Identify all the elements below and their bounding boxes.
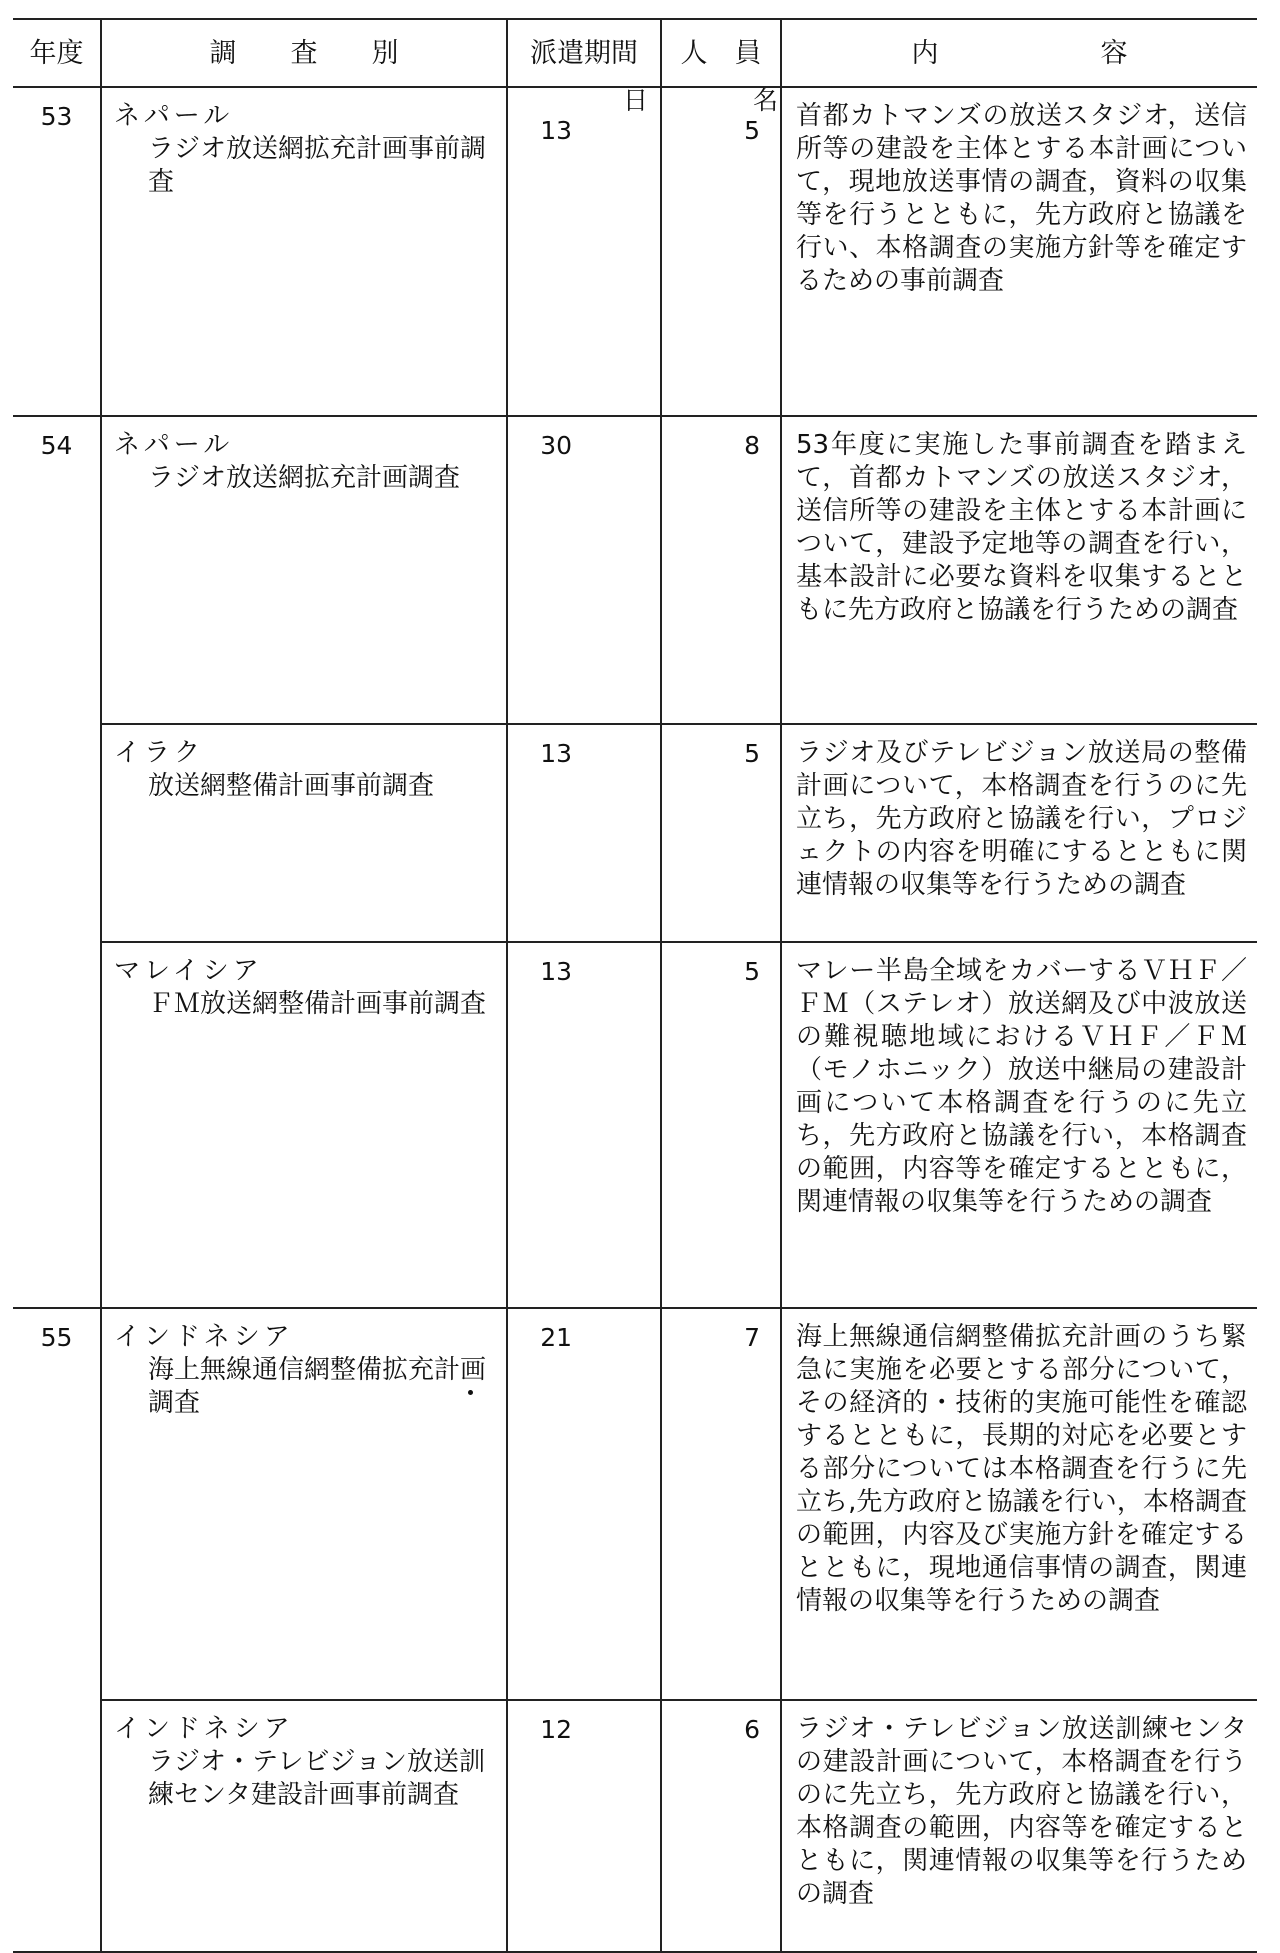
header-survey-name: 調 査 別	[101, 19, 507, 87]
table-row	[13, 416, 1257, 724]
project-name: 放送網整備計画事前調査	[148, 771, 435, 801]
year-cell: 55	[13, 1308, 101, 1700]
staff-cell: 7	[661, 1308, 781, 1700]
dispatch-days-cell	[507, 1308, 661, 1700]
survey-name-cell	[101, 1308, 507, 1700]
days-unit: 日	[622, 86, 648, 115]
content-cell: ラジオ及びテレビジョン放送局の整備計画について，本格調査を行うのに先立ち，先方政府と協議を行い，プロジェクトの内容を明確にするとともに関連情報の収集等を行うための調査	[781, 724, 1257, 942]
staff-cell	[661, 87, 781, 416]
dispatch-days-cell: 13	[507, 724, 661, 942]
survey-name-cell	[101, 942, 507, 1308]
table-row	[13, 1308, 1257, 1700]
staff-cell: 8	[661, 416, 781, 724]
header-row	[13, 19, 1257, 87]
content-cell: 海上無線通信網整備拡充計画のうち緊急に実施を必要とする部分について，その経済的・技術的実施可能性を確認するとともに，長期的対応を必要とする部分については本格調査を行うに先立ち,先方政府と協議を行い，本格調査の範囲，内容及び実施方針を確定するとともに，現地通信事情の調査，関連情報の収集等を行うための調査	[781, 1308, 1257, 1700]
dispatch-days-value: 13	[540, 116, 572, 145]
survey-name-cell	[101, 416, 507, 724]
survey-name-cell	[101, 87, 507, 416]
year-cell: 54	[13, 416, 101, 724]
content-cell: 53年度に実施した事前調査を踏まえて，首都カトマンズの放送スタジオ，送信所等の建設を主体とする本計画について，建設予定地等の調査を行い，基本設計に必要な資料を収集するとともに先方政府と協議を行うための調査	[781, 416, 1257, 724]
dispatch-days-cell: 30	[507, 416, 661, 724]
country-name: ネパール	[114, 430, 234, 460]
country-name: マレイシア	[114, 956, 263, 986]
table-row	[13, 1700, 1257, 1952]
country-name: イラク	[114, 738, 205, 768]
header-content: 内 容	[781, 19, 1257, 87]
year-cell	[13, 942, 101, 1308]
dispatch-days-value: 21	[540, 1323, 572, 1352]
staff-cell: 5	[661, 724, 781, 942]
dispatch-days-cell: 13	[507, 942, 661, 1308]
header-staff: 人 員	[661, 19, 781, 87]
content-cell: ラジオ・テレビジョン放送訓練センタの建設計画について，本格調査を行うのに先立ち，先方政府と協議を行い，本格調査の範囲，内容等を確定するとともに，関連情報の収集等を行うための調査	[781, 1700, 1257, 1952]
content-cell: マレー半島全域をカバーするＶＨＦ／ＦＭ（ステレオ）放送網及び中波放送の難視聴地域におけるＶＨＦ／ＦＭ（モノホニック）放送中継局の建設計画について本格調査を行うのに先立ち，先方政府と協議を行い，本格調査の範囲，内容等を確定するとともに，関連情報の収集等を行うための調査	[781, 942, 1257, 1308]
table-row	[13, 724, 1257, 942]
survey-name-cell	[101, 724, 507, 942]
staff-value: 5	[744, 116, 760, 145]
staff-cell: 5	[661, 942, 781, 1308]
project-name: ラジオ・テレビジョン放送訓練センタ建設計画事前調査	[148, 1747, 485, 1810]
staff-unit: 名	[752, 86, 778, 115]
project-name: 海上無線通信網整備拡充計画調査	[148, 1355, 487, 1418]
dispatch-days-cell	[507, 87, 661, 416]
table-row	[13, 942, 1257, 1308]
stray-dot-mark	[468, 1390, 473, 1395]
year-cell: 53	[13, 87, 101, 416]
project-name: ＦＭ放送網整備計画事前調査	[148, 989, 487, 1019]
country-name: インドネシア	[114, 1714, 294, 1744]
header-year: 年度	[13, 19, 101, 87]
year-cell	[13, 724, 101, 942]
country-name: インドネシア	[114, 1322, 294, 1352]
dispatch-days-cell: 12	[507, 1700, 661, 1952]
content-cell: 首都カトマンズの放送スタジオ，送信所等の建設を主体とする本計画について，現地放送事情の調査，資料の収集等を行うとともに，先方政府と協議を行い、本格調査の実施方針等を確定するための事前調査	[781, 87, 1257, 416]
survey-name-cell	[101, 1700, 507, 1952]
country-name: ネパール	[114, 101, 234, 131]
header-dispatch-period: 派遣期間	[507, 19, 661, 87]
year-cell	[13, 1700, 101, 1952]
staff-cell: 6	[661, 1700, 781, 1952]
project-name: ラジオ放送網拡充計画事前調査	[148, 134, 487, 197]
project-name: ラジオ放送網拡充計画調査	[148, 463, 461, 493]
survey-table	[13, 18, 1257, 1953]
table-row	[13, 87, 1257, 416]
